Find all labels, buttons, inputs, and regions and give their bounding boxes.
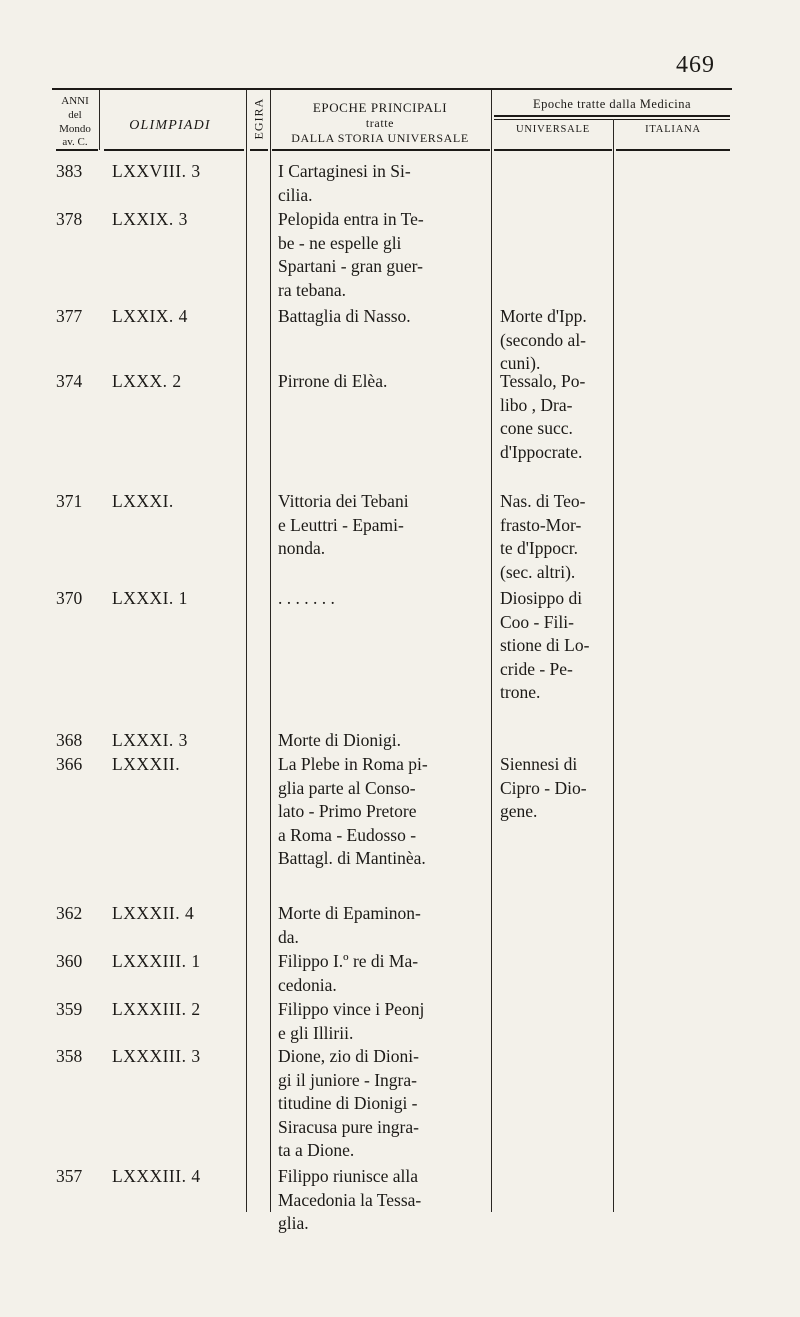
event-cell — [278, 305, 488, 329]
medicine-universal-cell — [500, 753, 618, 824]
event-cell-line: gi il juniore - Ingra- — [278, 1069, 417, 1090]
event-cell — [278, 1165, 488, 1236]
event-cell-line: Pelopida entra in Te- — [278, 209, 424, 229]
olympiad-cell: LXXXIII. 4 — [112, 1166, 201, 1186]
event-cell-line: Dione, zio di Dioni- — [278, 1046, 419, 1066]
year-cell: 360 — [56, 951, 83, 971]
year-cell: 378 — [56, 209, 83, 229]
header-egira-label: EGIRA — [251, 97, 266, 140]
column-divider — [246, 90, 247, 1212]
olympiad-cell: LXXIX. 3 — [112, 209, 188, 229]
event-cell — [278, 1045, 488, 1163]
event-cell-line: Pirrone di Elèa. — [278, 371, 388, 391]
olympiad-cell: LXXIX. 4 — [112, 306, 188, 326]
header-medicina: Epoche tratte dalla Medicina — [532, 97, 692, 111]
event-cell-line: a Roma - Eudosso - — [278, 824, 417, 845]
header-anni-line: Mondo — [59, 122, 91, 135]
header-rule-universale — [494, 149, 612, 151]
event-cell-line: Spartani - gran guer- — [278, 256, 423, 276]
event-cell-line: cilia. — [278, 184, 313, 205]
event-cell-line: Siracusa pure ingra- — [278, 1116, 419, 1137]
medicine-universal-cell — [500, 587, 618, 705]
medicine-universal-cell-line: Tessalo, Po- — [500, 371, 586, 391]
event-cell-line: Morte di Epaminon- — [278, 903, 421, 923]
year-cell: 357 — [56, 1166, 83, 1186]
medicine-universal-cell-line: (secondo al- — [500, 329, 587, 350]
year-cell: 358 — [56, 1046, 83, 1066]
medicine-universal-cell-line: Diosippo di — [500, 588, 583, 608]
header-olimpiadi: OLIMPIADI — [129, 118, 211, 133]
column-divider — [99, 90, 100, 150]
event-cell-line: Filippo vince i Peonj — [278, 999, 425, 1019]
event-cell-line: Battaglia di Nasso. — [278, 306, 411, 326]
medicine-universal-cell-line: gene. — [500, 801, 538, 821]
year-cell: 374 — [56, 371, 83, 391]
medicine-universal-cell-line: stione di Lo- — [500, 635, 590, 655]
event-cell-line: ra tebana. — [278, 279, 347, 300]
year-cell: 368 — [56, 730, 83, 750]
event-cell-line: glia. — [278, 1213, 309, 1233]
olympiad-cell: LXXXIII. 2 — [112, 999, 201, 1019]
olympiad-cell: LXXX. 2 — [112, 371, 182, 391]
event-cell — [278, 950, 488, 997]
medicine-universal-cell-line: Cipro - Dio- — [500, 777, 587, 798]
event-cell — [278, 587, 488, 611]
event-cell — [278, 729, 488, 753]
header-universale: UNIVERSALE — [516, 124, 590, 135]
event-cell — [278, 902, 488, 949]
medicine-universal-cell-line: Coo - Fili- — [500, 611, 574, 632]
year-cell: 370 — [56, 588, 83, 608]
header-epoche — [270, 100, 490, 146]
column-divider — [270, 90, 271, 1212]
header-anni — [52, 95, 98, 150]
header-rule-anni — [56, 149, 98, 151]
event-cell — [278, 160, 488, 207]
event-cell — [278, 753, 488, 871]
event-cell-line: titudine di Dionigi - — [278, 1093, 418, 1113]
event-cell-line: e gli Illirii. — [278, 1022, 354, 1043]
header-anni-line: ANNI — [61, 95, 89, 107]
medicine-universal-cell-line: d'Ippocrate. — [500, 441, 583, 462]
event-cell-line: ta a Dione. — [278, 1140, 355, 1160]
olympiad-cell: LXXXIII. 3 — [112, 1046, 201, 1066]
medicine-universal-cell-line: Morte d'Ipp. — [500, 306, 587, 326]
top-rule — [52, 88, 732, 90]
medicine-universal-cell-line: cride - Pe- — [500, 658, 573, 679]
medicine-universal-cell — [500, 490, 618, 584]
event-cell-line: I Cartaginesi in Si- — [278, 161, 411, 181]
event-cell-line: lato - Primo Pretore — [278, 801, 417, 821]
event-cell — [278, 370, 488, 394]
medicine-universal-cell-line: (sec. altri). — [500, 561, 576, 582]
event-cell-line: La Plebe in Roma pi- — [278, 754, 428, 774]
year-cell: 366 — [56, 754, 83, 774]
medicine-universal-cell-line: libo , Dra- — [500, 394, 573, 415]
header-rule-egira — [250, 149, 268, 151]
medicine-universal-cell-line: trone. — [500, 682, 541, 702]
header-epoche-line: DALLA STORIA UNIVERSALE — [291, 131, 469, 146]
column-divider — [491, 90, 492, 1212]
event-cell-line: be - ne espelle gli — [278, 232, 402, 253]
event-cell-line: Macedonia la Tessa- — [278, 1189, 422, 1210]
medicine-universal-cell-line: cone succ. — [500, 418, 573, 438]
medicine-universal-cell-line: te d'Ippocr. — [500, 538, 578, 558]
year-cell: 371 — [56, 491, 83, 511]
event-cell — [278, 998, 488, 1045]
event-cell-line: e Leuttri - Epami- — [278, 514, 404, 535]
olympiad-cell: LXXXII. 4 — [112, 903, 195, 923]
header-rule-epoche — [272, 149, 490, 151]
event-cell-line: . . . . . . . — [278, 588, 335, 608]
event-cell-line: Vittoria dei Tebani — [278, 491, 409, 511]
year-cell: 383 — [56, 161, 83, 181]
olympiad-cell: LXXXI. — [112, 491, 174, 511]
olympiad-cell: LXXXII. — [112, 754, 181, 774]
event-cell-line: Filippo riunisce alla — [278, 1166, 418, 1186]
year-cell: 377 — [56, 306, 83, 326]
page-number: 469 — [676, 52, 715, 78]
olympiad-cell: LXXVIII. 3 — [112, 161, 201, 181]
event-cell-line: Battagl. di Mantinèa. — [278, 848, 426, 868]
olympiad-cell: LXXXI. 3 — [112, 730, 188, 750]
medicine-universal-cell-line: Siennesi di — [500, 754, 578, 774]
header-rule-italiana — [616, 149, 730, 151]
header-epoche-line: EPOCHE PRINCIPALI — [312, 100, 448, 115]
medicine-universal-cell-line: Nas. di Teo- — [500, 491, 586, 511]
year-cell: 359 — [56, 999, 83, 1019]
medicine-universal-cell-line: cuni). — [500, 353, 541, 373]
header-anni-line: del — [68, 108, 82, 121]
event-cell-line: da. — [278, 926, 299, 947]
header-anni-line: av. C. — [62, 136, 88, 149]
header-epoche-line: tratte — [365, 116, 395, 131]
event-cell-line: cedonia. — [278, 974, 337, 995]
medicine-universal-cell — [500, 370, 618, 464]
event-cell-line: Filippo I.º re di Ma- — [278, 951, 419, 971]
event-cell — [278, 208, 488, 302]
header-medicina-rule-thin — [494, 119, 730, 120]
event-cell-line: Morte di Dionigi. — [278, 730, 401, 750]
header-italiana: ITALIANA — [645, 124, 701, 135]
header-egira — [248, 98, 270, 146]
event-cell-line: glia parte al Conso- — [278, 777, 416, 798]
medicine-universal-cell-line: frasto-Mor- — [500, 514, 582, 535]
header-medicina-rule — [494, 115, 730, 117]
olympiad-cell: LXXXIII. 1 — [112, 951, 201, 971]
event-cell-line: nonda. — [278, 538, 326, 558]
olympiad-cell: LXXXI. 1 — [112, 588, 188, 608]
medicine-universal-cell — [500, 305, 618, 376]
year-cell: 362 — [56, 903, 83, 923]
header-rule-olimpiadi — [104, 149, 244, 151]
event-cell — [278, 490, 488, 561]
